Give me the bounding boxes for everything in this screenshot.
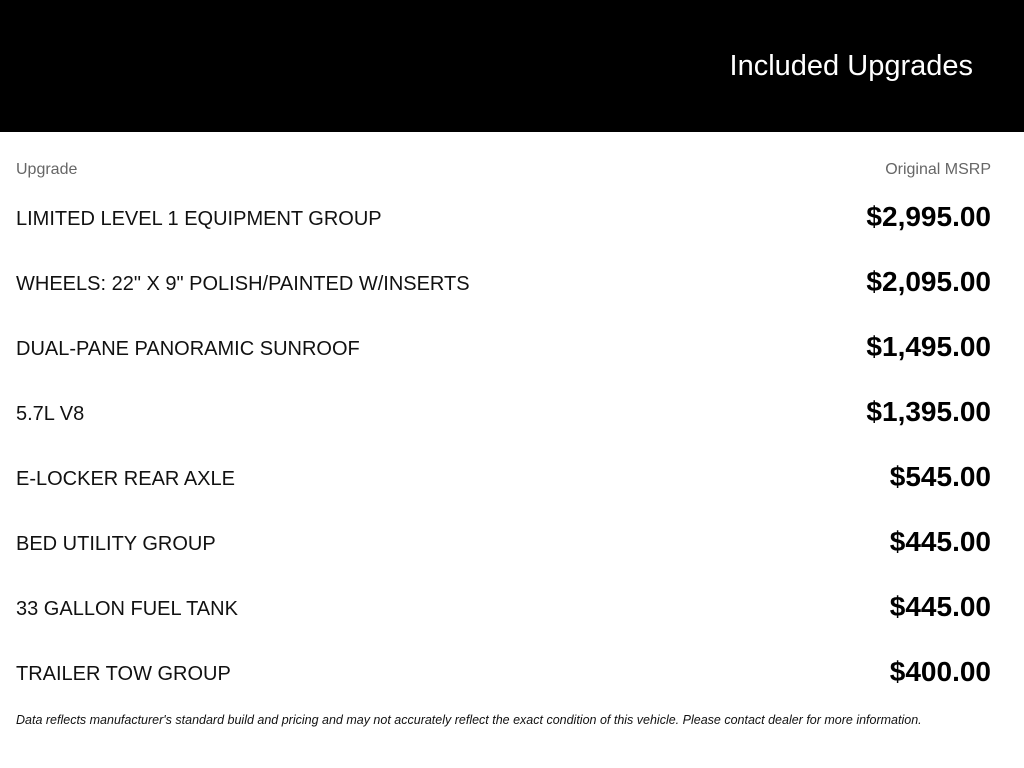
upgrade-row xyxy=(16,315,991,380)
upgrade-row xyxy=(16,640,991,705)
upgrade-name: 5.7L V8 xyxy=(16,403,85,425)
upgrade-price: $2,095.00 xyxy=(866,266,991,297)
upgrade-price: $400.00 xyxy=(889,656,991,687)
page-title: Included Upgrades xyxy=(729,50,973,82)
upgrade-row xyxy=(16,250,991,315)
upgrade-name: BED UTILITY GROUP xyxy=(16,533,216,555)
upgrade-price: $445.00 xyxy=(889,591,991,622)
upgrade-price: $2,995.00 xyxy=(866,201,991,232)
table-header xyxy=(16,160,991,180)
upgrade-name: DUAL-PANE PANORAMIC SUNROOF xyxy=(16,338,360,360)
upgrade-row xyxy=(16,510,991,575)
upgrade-name: TRAILER TOW GROUP xyxy=(16,663,231,685)
upgrade-row xyxy=(16,575,991,640)
column-header-upgrade: Upgrade xyxy=(16,161,78,178)
upgrade-row xyxy=(16,380,991,445)
column-header-msrp: Original MSRP xyxy=(885,161,991,178)
upgrade-price: $545.00 xyxy=(889,461,991,492)
upgrade-price: $1,395.00 xyxy=(866,396,991,427)
upgrade-price: $445.00 xyxy=(889,526,991,557)
upgrade-name: LIMITED LEVEL 1 EQUIPMENT GROUP xyxy=(16,208,382,230)
upgrade-name: WHEELS: 22" X 9" POLISH/PAINTED W/INSERTS xyxy=(16,273,470,295)
upgrade-row xyxy=(16,185,991,250)
upgrade-name: E-LOCKER REAR AXLE xyxy=(16,468,235,490)
upgrade-row xyxy=(16,445,991,510)
upgrade-name: 33 GALLON FUEL TANK xyxy=(16,598,238,620)
disclaimer-text: Data reflects manufacturer's standard build and pricing and may not accurately reflect the exact condition of this vehicle. Please contact dealer for more information. xyxy=(16,713,922,727)
upgrade-price: $1,495.00 xyxy=(866,331,991,362)
upgrades-list xyxy=(16,185,991,705)
header-banner xyxy=(0,0,1024,132)
